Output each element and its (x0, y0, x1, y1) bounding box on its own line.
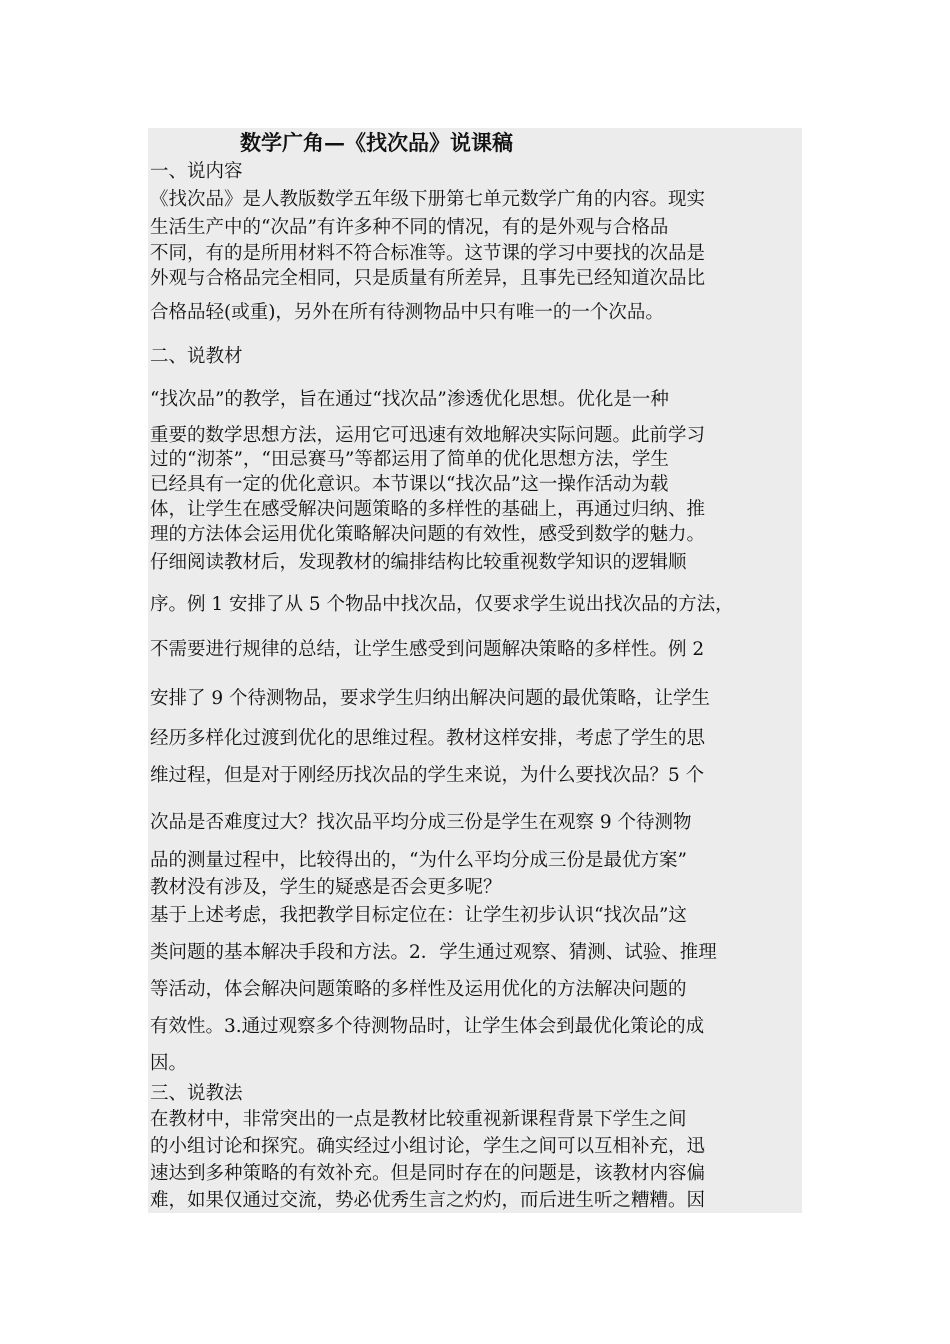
paragraph-line: 难，如果仅通过交流，势必优秀生言之灼灼，而后进生听之糟糟。因 (150, 1190, 706, 1211)
paragraph-line: 次品是否难度过大？找次品平均分成三份是学生在观察 9 个待测物 (150, 812, 692, 833)
document-title: 数学广角—《找次品》说课稿 (240, 130, 513, 155)
paragraph-line: 体，让学生在感受解决问题策略的多样性的基础上，再通过归纳、推 (150, 499, 706, 520)
paragraph-line: 类问题的基本解决手段和方法。2．学生通过观察、猜测、试验、推理 (150, 942, 717, 963)
paragraph-line: 的小组讨论和探究。确实经过小组讨论，学生之间可以互相补充，迅 (150, 1136, 706, 1157)
paragraph-line: 有效性。3.通过观察多个待测物品时，让学生体会到最优化策论的成 (150, 1016, 705, 1037)
paragraph-line: 速达到多种策略的有效补充。但是同时存在的问题是，该教材内容偏 (150, 1163, 706, 1184)
paragraph-line: 品的测量过程中，比较得出的，“为什么平均分成三份是最优方案” (150, 850, 687, 871)
paragraph-line: 经历多样化过渡到优化的思维过程。教材这样安排，考虑了学生的思 (150, 728, 706, 749)
paragraph-line: 《找次品》是人教版数学五年级下册第七单元数学广角的内容。现实 (150, 189, 706, 210)
paragraph-line: 等活动，体会解决问题策略的多样性及运用优化的方法解决问题的 (150, 979, 687, 1000)
section-heading-content: 一、说内容 (150, 161, 243, 182)
paragraph-line: 序。例 1 安排了从 5 个物品中找次品，仅要求学生说出找次品的方法， (150, 594, 734, 615)
paragraph-line: 安排了 9 个待测物品，要求学生归纳出解决问题的最优策略，让学生 (150, 688, 711, 709)
paragraph-line: 因。 (150, 1053, 188, 1074)
paragraph-line: 合格品轻(或重)，另外在所有待测物品中只有唯一的一个次品。 (150, 302, 664, 323)
paragraph-line: 教材没有涉及，学生的疑惑是否会更多呢？ (150, 877, 502, 898)
section-heading-textbook: 二、说教材 (150, 346, 243, 367)
paragraph-line: 理的方法体会运用优化策略解决问题的有效性，感受到数学的魅力。 (150, 524, 706, 545)
paragraph-line: 维过程，但是对于刚经历找次品的学生来说，为什么要找次品？5 个 (150, 765, 705, 786)
paragraph-line: 基于上述考虑，我把教学目标定位在：让学生初步认识“找次品”这 (150, 905, 687, 926)
paragraph-line: “找次品”的教学，旨在通过“找次品”渗透优化思想。优化是一种 (150, 389, 669, 410)
paragraph-line: 不同，有的是所用材料不符合标准等。这节课的学习中要找的次品是 (150, 243, 706, 264)
section-heading-method: 三、说教法 (150, 1083, 243, 1104)
paragraph-line: 不需要进行规律的总结，让学生感受到问题解决策略的多样性。例 2 (150, 639, 705, 660)
paragraph-line: 仔细阅读教材后，发现教材的编排结构比较重视数学知识的逻辑顺 (150, 552, 687, 573)
paragraph-line: 在教材中，非常突出的一点是教材比较重视新课程背景下学生之间 (150, 1109, 687, 1130)
paragraph-line: 已经具有一定的优化意识。本节课以“找次品”这一操作活动为载 (150, 474, 669, 495)
paragraph-line: 重要的数学思想方法，运用它可迅速有效地解决实际问题。此前学习 (150, 425, 706, 446)
paragraph-line: 外观与合格品完全相同，只是质量有所差异，且事先已经知道次品比 (150, 268, 706, 289)
paragraph-line: 生活生产中的“次品”有许多种不同的情况，有的是外观与合格品 (150, 217, 669, 238)
paragraph-line: 过的“沏茶”，“田忌赛马”等都运用了简单的优化思想方法，学生 (150, 449, 669, 470)
